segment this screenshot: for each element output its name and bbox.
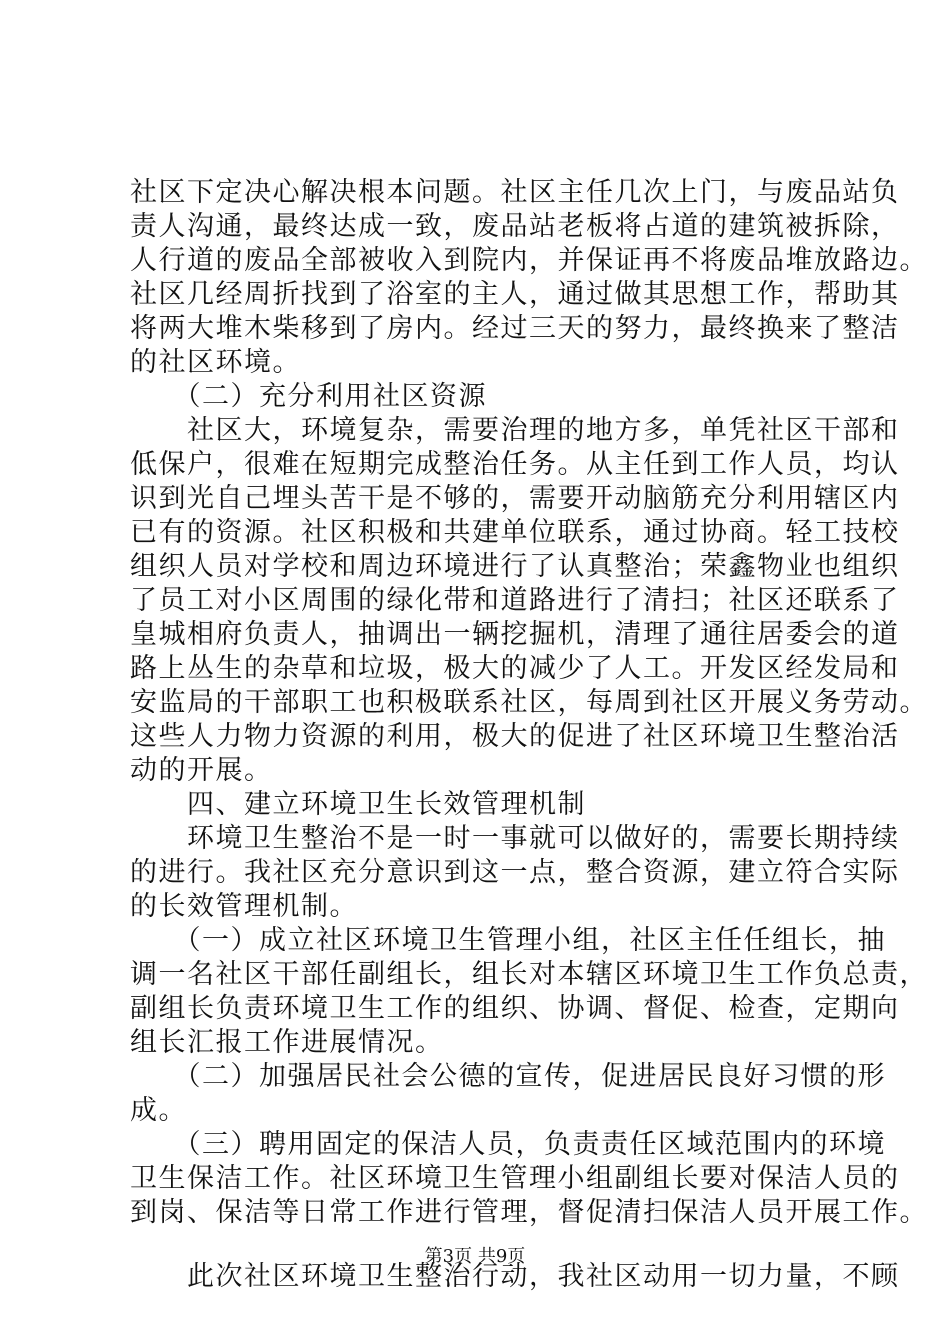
text-line: 责人沟通，最终达成一致，废品站老板将占道的建筑被拆除， <box>130 211 900 242</box>
text-line: 四、建立环境卫生长效管理机制 <box>130 789 586 820</box>
text-line: 识到光自己埋头苦干是不够的，需要开动脑筋充分利用辖区内 <box>130 483 900 514</box>
text-line: 已有的资源。社区积极和共建单位联系，通过协商。轻工技校 <box>130 517 900 548</box>
document-body <box>130 176 928 1294</box>
text-line: （三）聘用固定的保洁人员，负责责任区域范围内的环境 <box>130 1129 886 1160</box>
text-line: 的长效管理机制。 <box>130 891 358 922</box>
text-line: 将两大堆木柴移到了房内。经过三天的努力，最终换来了整洁 <box>130 313 900 344</box>
text-line: 组织人员对学校和周边环境进行了认真整治；荣鑫物业也组织 <box>130 551 900 582</box>
page-footer: 第3页 共9页 <box>424 1246 526 1267</box>
text-line: 社区几经周折找到了浴室的主人，通过做其思想工作，帮助其 <box>130 279 900 310</box>
text-line: 社区下定决心解决根本问题。社区主任几次上门，与废品站负 <box>130 177 900 208</box>
text-line: 动的开展。 <box>130 755 273 786</box>
text-line: 副组长负责环境卫生工作的组织、协调、督促、检查，定期向 <box>130 993 900 1024</box>
text-line: 这些人力物力资源的利用，极大的促进了社区环境卫生整治活 <box>130 721 900 752</box>
text-line: 的社区环境。 <box>130 347 301 378</box>
text-line: 卫生保洁工作。社区环境卫生管理小组副组长要对保洁人员的 <box>130 1163 900 1194</box>
text-line: （一）成立社区环境卫生管理小组，社区主任任组长，抽 <box>130 925 886 956</box>
text-line: 人行道的废品全部被收入到院内，并保证再不将废品堆放路边。 <box>130 245 928 276</box>
text-line: 了员工对小区周围的绿化带和道路进行了清扫；社区还联系了 <box>130 585 900 616</box>
text-line: 安监局的干部职工也积极联系社区，每周到社区开展义务劳动。 <box>130 687 928 718</box>
text-line: 低保户，很难在短期完成整治任务。从主任到工作人员，均认 <box>130 449 900 480</box>
text-line: （二）加强居民社会公德的宣传，促进居民良好习惯的形 <box>130 1061 886 1092</box>
text-line: 社区大，环境复杂，需要治理的地方多，单凭社区干部和 <box>130 415 900 446</box>
text-line: 路上丛生的杂草和垃圾，极大的减少了人工。开发区经发局和 <box>130 653 900 684</box>
text-line: 皇城相府负责人，抽调出一辆挖掘机，清理了通往居委会的道 <box>130 619 900 650</box>
text-line: 的进行。我社区充分意识到这一点，整合资源，建立符合实际 <box>130 857 900 888</box>
text-line: 环境卫生整治不是一时一事就可以做好的，需要长期持续 <box>130 823 900 854</box>
text-line: 到岗、保洁等日常工作进行管理，督促清扫保洁人员开展工作。 <box>130 1197 928 1228</box>
closing-line: 此次社区环境卫生整治行动，我社区动用一切力量，不顾 <box>130 1261 900 1292</box>
paragraph-lines <box>130 176 928 1230</box>
text-line: 调一名社区干部任副组长，组长对本辖区环境卫生工作负总责， <box>130 959 928 990</box>
text-line: 成。 <box>130 1095 187 1126</box>
text-line: （二）充分利用社区资源 <box>130 381 487 412</box>
text-line: 组长汇报工作进展情况。 <box>130 1027 444 1058</box>
